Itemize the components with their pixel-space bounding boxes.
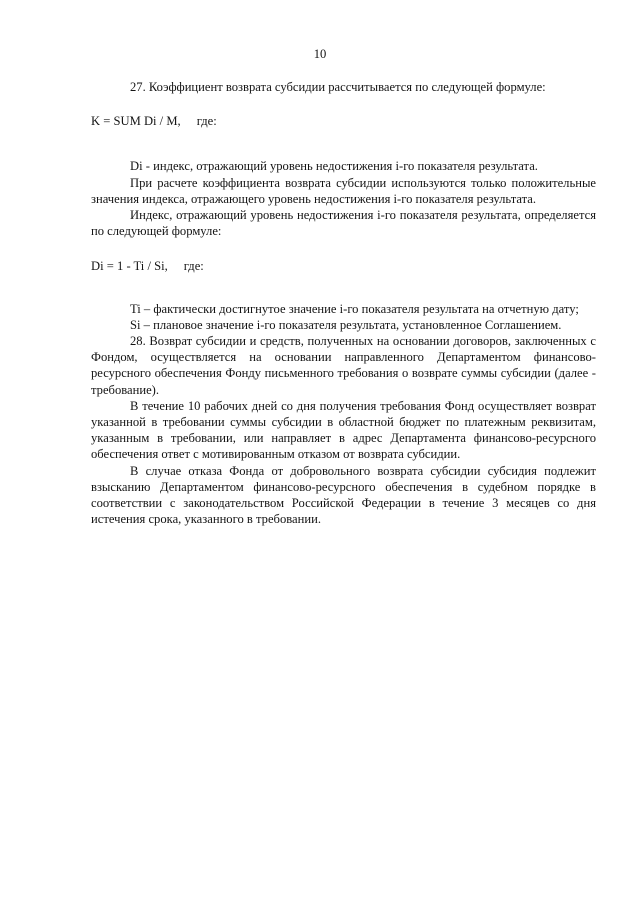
formula-di-where: где: [183,259,204,274]
formula-di [91,258,596,274]
formula-k [91,113,596,129]
paragraph-index-definition: Индекс, отражающий уровень недостижения i-го показателя результата, определяется по следующей формуле: [91,208,596,239]
page-number: 10 [313,47,327,61]
paragraph-refusal: В случае отказа Фонда от добровольного возврата субсидии субсидия подлежит взысканию Департаментом финансово-ресурсного обеспечения в судебном порядке в соответствии с законодательством Российской Федерации в течение 3 месяцев со дня истечения срока, указанного в требовании. [91,463,596,527]
formula-k-expression: K = SUM Di / M, [91,114,181,129]
formula-k-where: где: [196,114,217,129]
paragraph-di-definition: Di - индекс, отражающий уровень недостижения i-го показателя результата. [130,159,538,174]
paragraph-28: 28. Возврат субсидии и средств, полученных на основании договоров, заключенных с Фондом, осуществляется на основании направленного Департаментом финансово-ресурсного обеспечения Фонду письменного требования о возврате суммы субсидии (далее - требование). [91,334,596,397]
paragraph-27: 27. Коэффициент возврата субсидии рассчитывается по следующей формуле: [130,80,546,94]
formula-di-expression: Di = 1 - Ti / Si, [91,259,168,274]
paragraph-ti-definition: Ti – фактически достигнутое значение i-го показателя результата на отчетную дату; [130,301,579,316]
paragraph-si-definition: Si – плановое значение i-го показателя результата, установленное Соглашением. [130,317,562,332]
paragraph-10-days: В течение 10 рабочих дней со дня получения требования Фонд осуществляет возврат указанной в требовании суммы субсидии в областной бюджет по платежным реквизитам, указанным в требовании, или направляет в адрес Департамента финансово-ресурсного обеспечения ответ с мотивированным отказом от возврата субсидии. [91,398,596,462]
document-body [91,79,596,527]
paragraph-calc-note: При расчете коэффициента возврата субсидии используются только положительные значения индекса, отражающего уровень недостижения i-го показателя результата. [91,175,596,206]
